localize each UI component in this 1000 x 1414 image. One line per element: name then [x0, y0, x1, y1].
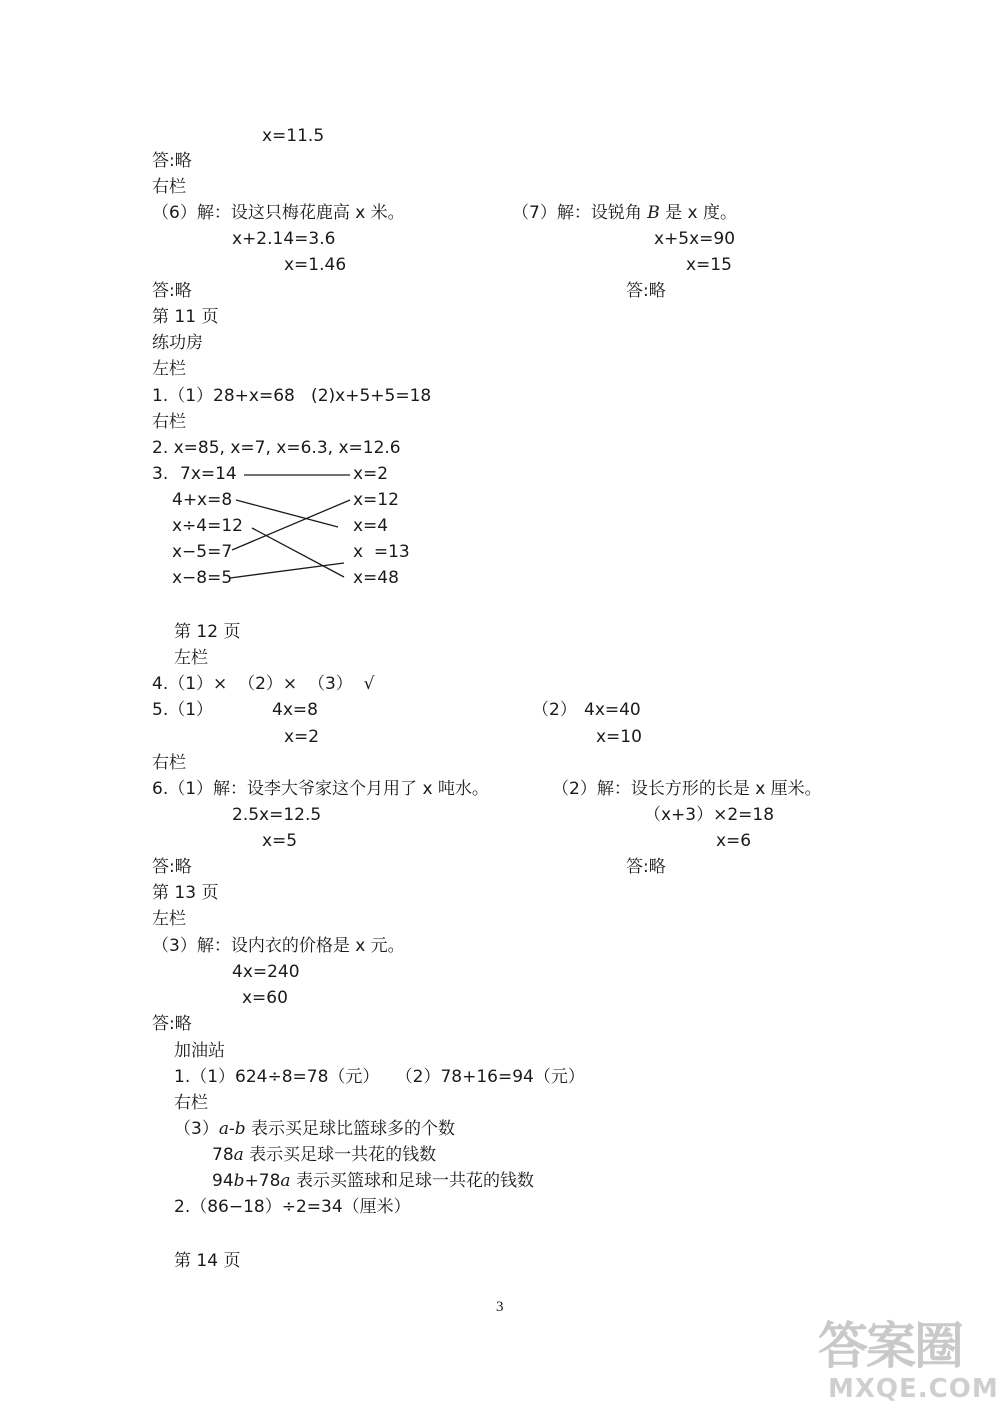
question-line: （3）解：设内衣的价格是 x 元。 [152, 936, 405, 956]
answer-line: 1.（1）28+x=68 (2)x+5+5=18 [152, 386, 432, 406]
text-run: +78 [244, 1171, 281, 1191]
answer-line: 答:略 [152, 1014, 192, 1034]
variable-text: B [647, 203, 660, 223]
match-right-item: x=48 [353, 568, 399, 588]
match-right-item: x =13 [353, 542, 410, 562]
equation-line: 4x=8 [272, 700, 318, 720]
watermark [818, 1317, 999, 1408]
answer-line: 答:略 [152, 857, 192, 877]
question-number: 5.（1） [152, 700, 214, 720]
equation-line: x+2.14=3.6 [232, 229, 336, 249]
section-label: 右栏 [152, 177, 186, 197]
equation-line: x=2 [284, 727, 320, 747]
section-label: 右栏 [152, 753, 186, 773]
section-label: 左栏 [152, 359, 186, 379]
text-run: 是 x 度。 [659, 203, 738, 223]
question-line: 6.（1）解：设李大爷家这个月用了 x 吨水。 [152, 779, 489, 799]
watermark-url: MXQE.COM [828, 1374, 999, 1404]
question-line: （2）解：设长方形的长是 x 厘米。 [552, 779, 822, 799]
text-run: （7）解：设锐角 [512, 203, 648, 223]
section-label: 左栏 [174, 648, 208, 668]
variable-text: a-b [218, 1119, 246, 1139]
match-right-item: x=2 [353, 464, 389, 484]
page-heading: 第 14 页 [174, 1251, 241, 1271]
text-run: 表示买足球一共花的钱数 [243, 1145, 437, 1165]
question-number: 3. [152, 464, 174, 484]
match-left-item: 4+x=8 [172, 490, 233, 510]
equation-line: x=15 [686, 255, 732, 275]
page-heading: 第 12 页 [174, 622, 241, 642]
equation-line: x=6 [716, 831, 752, 851]
match-left-item: x−5=7 [172, 542, 233, 562]
answer-line [212, 1170, 534, 1192]
answer-line: 2. x=85, x=7, x=6.3, x=12.6 [152, 438, 401, 458]
text-run: （3） [174, 1119, 219, 1139]
answer-line: 答:略 [152, 281, 192, 301]
match-line [236, 500, 338, 527]
answer-line: 答:略 [626, 857, 666, 877]
section-label: 加油站 [174, 1041, 225, 1061]
equation-line: 2.5x=12.5 [232, 805, 322, 825]
match-left-item: 7x=14 [180, 464, 237, 484]
section-label: 左栏 [152, 909, 186, 929]
equation-line: x=10 [596, 727, 642, 747]
match-left-item: x−8=5 [172, 568, 233, 588]
answer-line: x=11.5 [262, 126, 325, 146]
answer-line [212, 1144, 436, 1166]
answer-line: 4.（1）× （2）× （3） √ [152, 674, 375, 694]
text-run: 94 [212, 1171, 234, 1191]
page-heading: 第 11 页 [152, 307, 219, 327]
section-label: 右栏 [152, 412, 186, 432]
match-line [230, 563, 344, 578]
text-run: 78 [212, 1145, 234, 1165]
equation-line: x+5x=90 [654, 229, 736, 249]
variable-text: b [233, 1171, 245, 1191]
equation-line: x=1.46 [284, 255, 347, 275]
equation-line: 4x=240 [232, 962, 300, 982]
match-right-item: x=12 [353, 490, 399, 510]
equation-line: 4x=40 [584, 700, 641, 720]
answer-line: 答:略 [152, 151, 192, 171]
equation-line: x=5 [262, 831, 298, 851]
equation-line: （x+3）×2=18 [644, 805, 775, 825]
answer-line: 答:略 [626, 281, 666, 301]
match-left-item: x÷4=12 [172, 516, 243, 536]
page-number: 3 [496, 1299, 504, 1315]
answer-line: 2.（86−18）÷2=34（厘米） [174, 1197, 411, 1217]
page-heading: 第 13 页 [152, 883, 219, 903]
variable-text: a [280, 1171, 291, 1191]
section-label: 右栏 [174, 1093, 208, 1113]
section-label: 练功房 [152, 333, 203, 353]
equation-line: x=60 [242, 988, 288, 1008]
answer-line [174, 1118, 455, 1140]
match-right-item: x=4 [353, 516, 389, 536]
watermark-logo-text: 答案圈 [818, 1317, 962, 1375]
question-number: （2） [532, 700, 577, 720]
text-run: 表示买篮球和足球一共花的钱数 [290, 1171, 534, 1191]
text-run: 表示买足球比篮球多的个数 [245, 1119, 455, 1139]
variable-text: a [233, 1145, 244, 1165]
answer-line: 1.（1）624÷8=78（元） （2）78+16=94（元） [174, 1067, 585, 1087]
question-line: （6）解：设这只梅花鹿高 x 米。 [152, 203, 405, 223]
